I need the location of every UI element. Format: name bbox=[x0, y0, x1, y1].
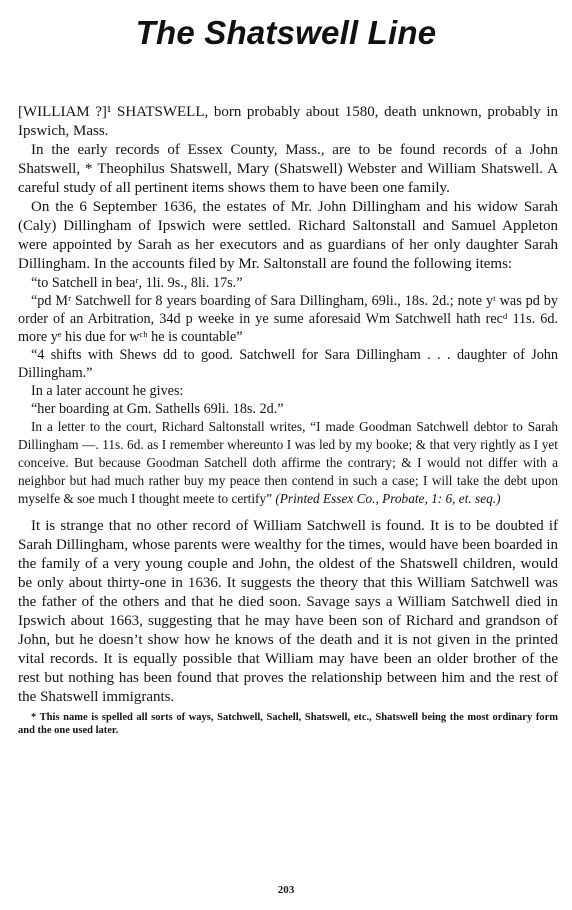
quote-saltonstall-letter bbox=[18, 418, 558, 508]
paragraph-strange-no-record: It is strange that no other record of William Satchwell is found. It is to be doubted if Sarah Dillingham, whose parents were wealthy for the times, would have been boarded in the family of a very young couple and John, the oldest of the Shatswell children, would be only about thirty-one in 1636. It suggests the theory that this William Satchwell was the father of the others and that he died soon. Savage says a William Satchwell died in Ipswich about 1663, suggesting that he may have been son of Richard and grandson of John, but he doesn’t show how he knows of the death and it is not given in the printed vital records. It is equally possible that William may have been an older brother of the rest but nothing has been found that proves the relationship between him and the rest of the Shatswell immigrants. bbox=[18, 518, 558, 705]
quote-boarding-gm-sathells: “her boarding at Gm. Sathells 69li. 18s. 2d.” bbox=[31, 401, 284, 417]
document-body bbox=[18, 103, 558, 737]
page-number: 203 bbox=[277, 884, 295, 896]
footnote: * This name is spelled all sorts of ways, Satchwell, Sachell, Shatswell, etc., Shatswell being the most ordinary form and the one used later. bbox=[18, 712, 558, 736]
letter-text: In a letter to the court, Richard Saltonstall writes, “I made Goodman Satchwell debtor to Sarah Dillingham —. 11s. 6d. as I remember whereunto I was led by my booke; & that very rightly as I yet conceive. But because Goodman Satchell doth affirme the contrary; & I would not differ with a neighbor but had much rather buy my peace then contend in such a case; I will take the debt upon myselfe & soe much I thought meete to certify” bbox=[18, 419, 558, 506]
letter-citation: (Printed Essex Co., Probate, 1: 6, et. seq.) bbox=[275, 491, 501, 506]
quote-boarding-payment: “pd Mʳ Satchwell for 8 years boarding of Sara Dillingham, 69li., 18s. 2d.; note yᵗ was pd by order of an Arbitration, 34d p weeke in ye sume aforesaid Wm Satchwell hath recᵈ 11s. 6d. more yᵉ his due for wᶜʰ he is countable” bbox=[18, 293, 558, 345]
quote-four-shifts: “4 shifts with Shews dd to good. Satchwell for Sara Dillingham . . . daughter of John Dillingham.” bbox=[18, 347, 558, 381]
paragraph-dillingham-estate: On the 6 September 1636, the estates of Mr. John Dillingham and his widow Sarah (Caly) Dillingham of Ipswich were settled. Richard Saltonstall and Samuel Appleton were appointed by Sarah as her executors and as guardians of her only daughter Sarah Dillingham. In the accounts filed by Mr. Saltonstall are found the following items: bbox=[18, 199, 558, 272]
later-account-intro: In a later account he gives: bbox=[31, 383, 184, 399]
page-title: The Shatswell Line bbox=[135, 14, 437, 51]
quote-satchell-bear: “to Satchell in beaʳ, 1li. 9s., 8li. 17s.” bbox=[31, 275, 243, 291]
paragraph-early-records: In the early records of Essex County, Mass., are to be found records of a John Shatswell, * Theophilus Shatswell, Mary (Shatswell) Webster and William Shatswell. A careful study of all pertinent items shows them to have been one family. bbox=[18, 142, 558, 196]
paragraph-william-shatswell: [WILLIAM ?]¹ SHATSWELL, born probably about 1580, death unknown, probably in Ipswich, Mass. bbox=[18, 104, 558, 139]
